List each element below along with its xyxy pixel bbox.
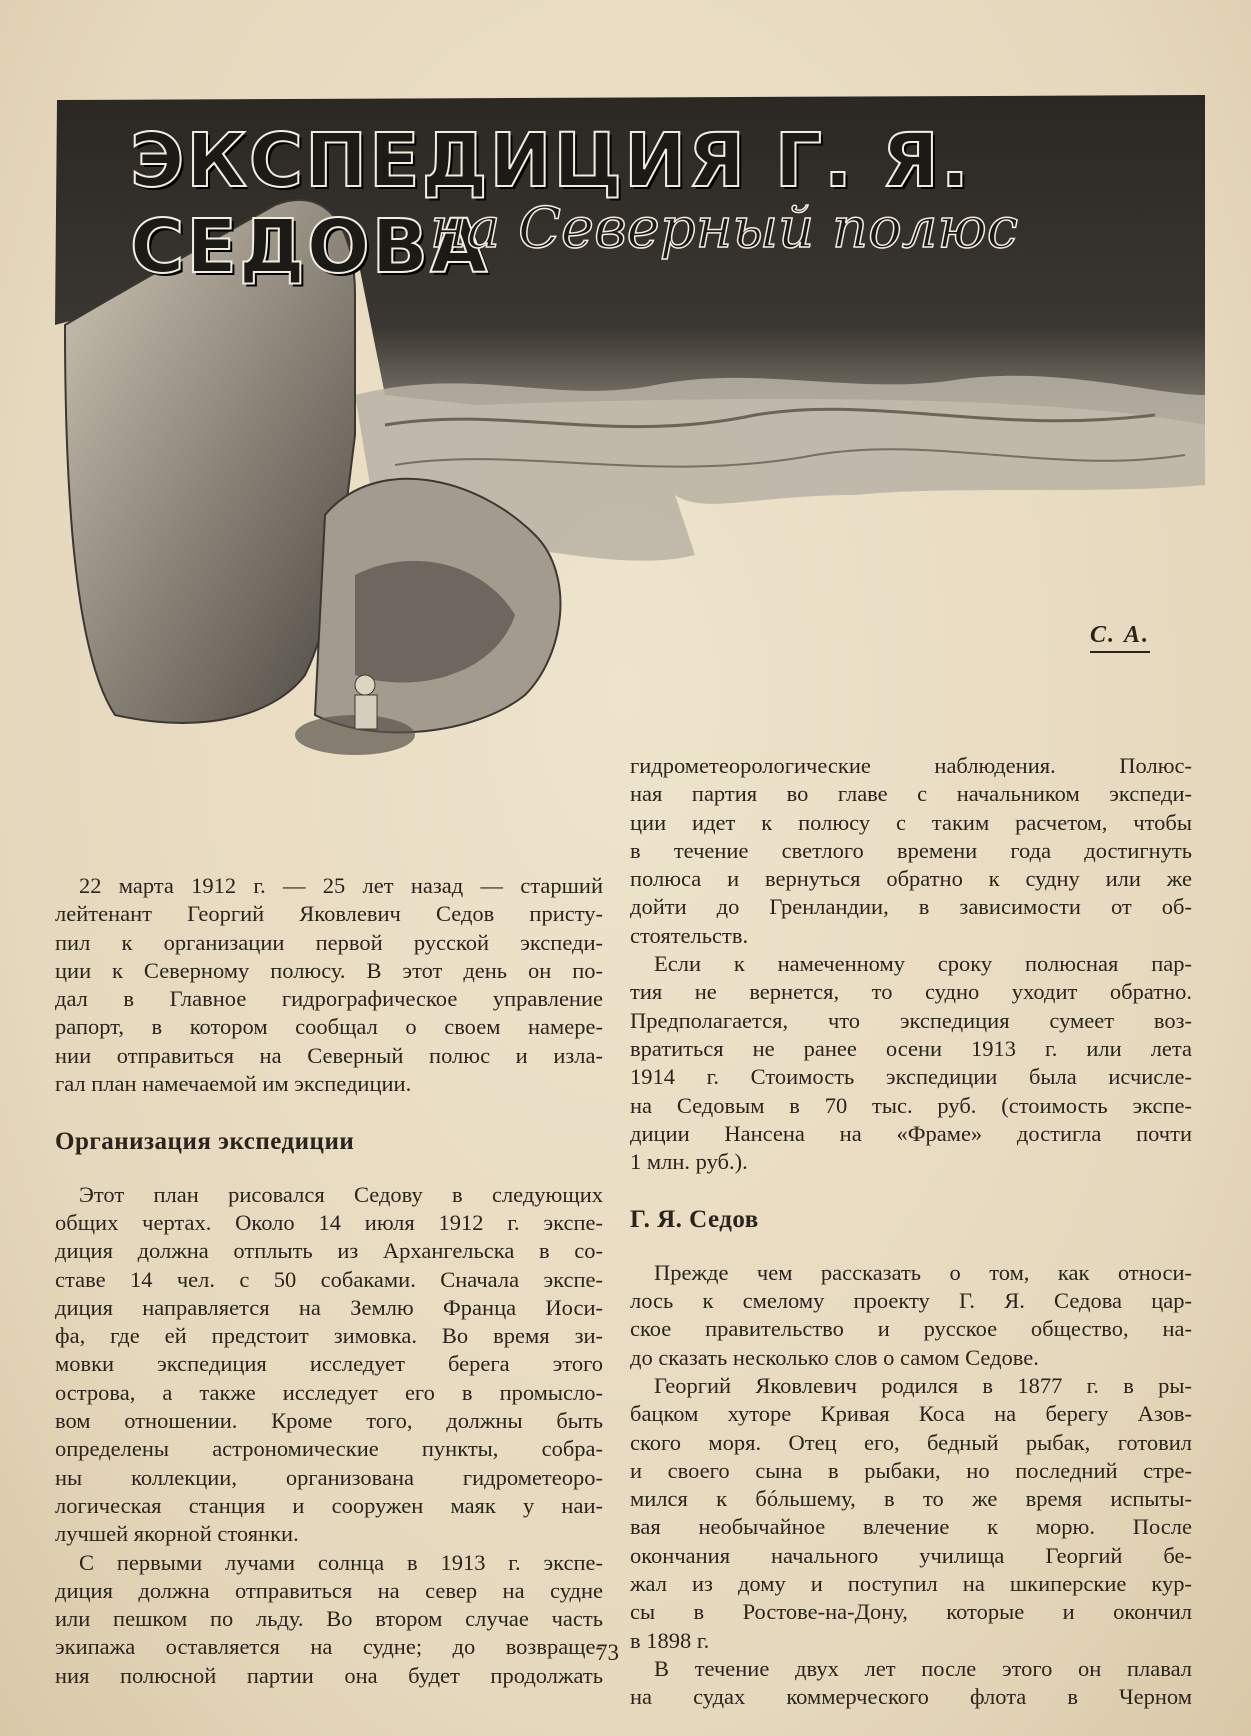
text-line: ны коллекции, организована гидрометеоро-: [55, 1464, 603, 1490]
text-line: Предполагается, что экспедиция сумеет воз-: [630, 1007, 1192, 1033]
text-line: или пешком по льду. Во втором случае часть: [55, 1606, 603, 1632]
text-line: нии отправиться на Северный полюс и изла-: [55, 1042, 603, 1068]
text-line: диции Нансена на «Фраме» достигла почти: [630, 1120, 1192, 1146]
text-line: дойти до Гренландии, в зависимости от об-: [630, 894, 1192, 920]
right-column: [630, 752, 1192, 1712]
page-number: 73: [596, 1640, 619, 1665]
text-line: лучшей якорной стоянки.: [55, 1521, 299, 1547]
paragraph: [630, 1372, 1192, 1655]
paragraph: [55, 872, 603, 1098]
paragraph: [55, 1181, 603, 1549]
text-line: и своего сына в рыбаки, но последний стре-: [630, 1457, 1192, 1483]
text-line: мился к бóльшему, в то же время испыты-: [630, 1486, 1192, 1512]
article-subtitle: на Северный полюс: [430, 196, 1019, 261]
paragraph: [55, 1549, 603, 1690]
text-line: вая необычайное влечение к морю. После: [630, 1514, 1192, 1540]
text-line: острова, а также исследует его в промысло-: [55, 1379, 603, 1405]
text-line: 22 марта 1912 г. — 25 лет назад — старший: [79, 873, 603, 898]
text-line: рапорт, в котором сообщал о своем намере-: [55, 1014, 603, 1040]
text-line: общих чертах. Около 14 июля 1912 г. экспе-: [55, 1209, 603, 1235]
text-line: Георгий Яковлевич родился в 1877 г. в ры-: [654, 1372, 1192, 1398]
text-line: полюса и вернуться обратно к судну или же: [630, 866, 1192, 892]
text-line: Этот план рисовался Седову в следующих: [79, 1181, 603, 1207]
text-line: на Седовым в 70 тыс. руб. (стоимость экспе-: [630, 1092, 1192, 1118]
text-line: лось к смелому проекту Г. Я. Седова цар-: [630, 1288, 1192, 1314]
text-line: экипажа оставляется на судне; до возвраще-: [55, 1634, 603, 1660]
text-line: пил к организации первой русской экспеди-: [55, 929, 603, 955]
text-line: 1914 г. Стоимость экспедиции была исчисле-: [630, 1064, 1192, 1090]
text-line: Если к намеченному сроку полюсная пар-: [654, 951, 1192, 977]
paragraph: [630, 1655, 1192, 1712]
text-line: тия не вернется, то судно уходит обратно.: [630, 979, 1192, 1005]
section-heading: Г. Я. Седов: [630, 1206, 759, 1234]
paragraph: [630, 1259, 1192, 1372]
article-title: ЭКСПЕДИЦИЯ Г. Я. СЕДОВА: [130, 118, 971, 290]
text-line: Прежде чем рассказать о том, как относи-: [654, 1259, 1192, 1285]
text-line: дал в Главное гидрографическое управление: [55, 986, 603, 1012]
text-line: мовки экспедиция исследует берега этого: [55, 1351, 603, 1377]
text-line: на судах коммерческого флота в Черном: [630, 1684, 1192, 1710]
text-line: вратиться не ранее осени 1913 г. или лета: [630, 1035, 1192, 1061]
author-initials: С. А.: [1090, 622, 1150, 653]
text-line: жал из дому и поступил на шкиперские кур-: [630, 1571, 1192, 1597]
paragraph: [630, 752, 1192, 950]
text-line: гидрометеорологические наблюдения. Полюс-: [630, 753, 1192, 778]
text-line: ции идет к полюсу с таким расчетом, чтобы: [630, 809, 1192, 835]
text-line: диция направляется на Землю Франца Иоси-: [55, 1294, 603, 1320]
section-heading: Организация экспедиции: [55, 1128, 355, 1156]
text-line: гал план намечаемой им экспедиции.: [55, 1071, 412, 1097]
left-column: [55, 872, 603, 1690]
paragraph: [630, 950, 1192, 1176]
text-line: определены астрономические пункты, собра-: [55, 1436, 603, 1462]
text-line: ского моря. Отец его, бедный рыбак, готовил: [630, 1429, 1192, 1455]
text-line: вом отношении. Кроме того, должны быть: [55, 1408, 603, 1434]
text-line: в 1898 г.: [630, 1627, 710, 1653]
text-line: сы в Ростове-на-Дону, которые и окончил: [630, 1599, 1192, 1625]
text-line: 1 млн. руб.).: [630, 1149, 748, 1175]
text-line: бацком хуторе Кривая Коса на берегу Азов-: [630, 1401, 1192, 1427]
text-line: ции к Северному полюсу. В этот день он по-: [55, 957, 603, 983]
text-line: стоятельств.: [630, 922, 749, 948]
text-line: ставе 14 чел. с 50 собаками. Сначала экспе-: [55, 1266, 603, 1292]
text-line: ское правительство и русское общество, на-: [630, 1316, 1192, 1342]
text-line: до сказать несколько слов о самом Седове.: [630, 1344, 1039, 1370]
text-line: в течение светлого времени года достигнуть: [630, 837, 1192, 863]
text-line: В течение двух лет после этого он плавал: [654, 1655, 1192, 1681]
text-line: диция должна отплыть из Архангельска в со-: [55, 1238, 603, 1264]
text-line: ния полюсной партии она будет продолжать: [55, 1662, 603, 1688]
text-line: фа, где ей предстоит зимовка. Во время зи-: [55, 1323, 603, 1349]
text-line: диция должна отправиться на север на судне: [55, 1577, 603, 1603]
text-line: С первыми лучами солнца в 1913 г. экспе-: [79, 1549, 603, 1575]
text-line: логическая станция и сооружен маяк у наи-: [55, 1492, 603, 1518]
text-line: ная партия во главе с начальником экспеди-: [630, 781, 1192, 807]
text-line: окончания начального училища Георгий бе-: [630, 1542, 1192, 1568]
text-line: лейтенант Георгий Яковлевич Седов присту-: [55, 901, 603, 927]
